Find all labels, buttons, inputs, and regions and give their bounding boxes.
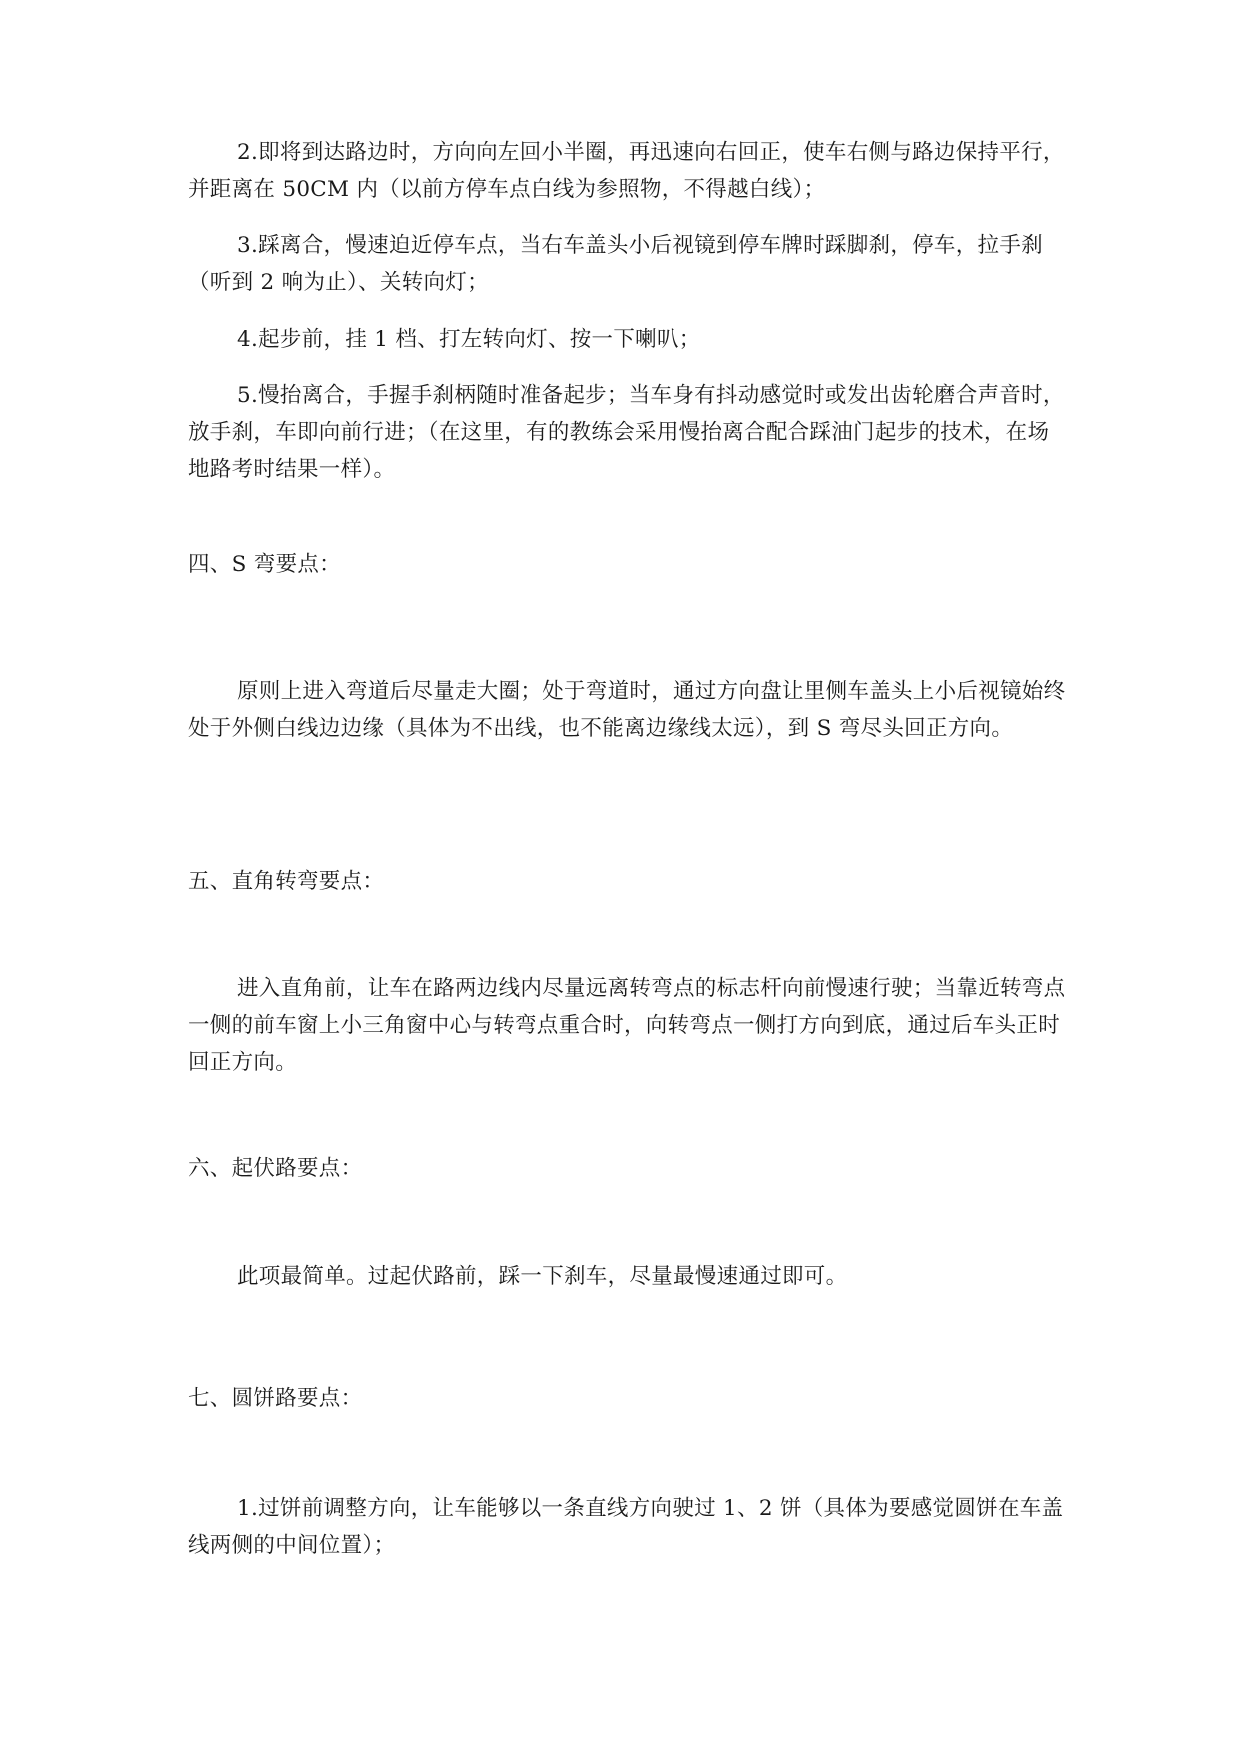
paragraph-round-cake-road-step-1: 1.过饼前调整方向，让车能够以一条直线方向驶过 1、2 饼（具体为要感觉圆饼在车盖线两侧的中间位置）； [188,1496,1064,1558]
paragraph-step-4-before-start: 4.起步前，挂 1 档、打左转向灯、按一下喇叭； [237,327,701,352]
paragraph-bumpy-road-tips: 此项最简单。过起伏路前，踩一下刹车，尽量最慢速通过即可。 [237,1264,848,1289]
section-heading-bumpy-road: 六、起伏路要点： [188,1156,363,1181]
paragraph-step-5-start-off: 5.慢抬离合，手握手刹柄随时准备起步；当车身有抖动感觉时或发出齿轮磨合声音时，放手刹，车即向前行进；（在这里，有的教练会采用慢抬离合配合踩油门起步的技术，在场地路考时结果一样）。 [188,383,1065,482]
paragraph-step-2-approach-curb: 2.即将到达路边时，方向向左回小半圈，再迅速向右回正，使车右侧与路边保持平行，并距离在 50CM 内（以前方停车点白线为参照物，不得越白线）； [188,140,1065,202]
section-heading-round-cake-road: 七、圆饼路要点： [188,1386,363,1411]
section-heading-s-curve: 四、S 弯要点： [188,552,341,577]
section-heading-right-angle-turn: 五、直角转弯要点： [188,869,385,894]
paragraph-step-3-stop-car: 3.踩离合，慢速迫近停车点，当右车盖头小后视镜到停车牌时踩脚刹，停车，拉手刹（听到 2 响为止）、关转向灯； [188,233,1043,295]
paragraph-s-curve-tips: 原则上进入弯道后尽量走大圈；处于弯道时，通过方向盘让里侧车盖头上小后视镜始终处于外侧白线边边缘（具体为不出线，也不能离边缘线太远），到 S 弯尽头回正方向。 [188,679,1066,741]
paragraph-right-angle-turn-tips: 进入直角前，让车在路两边线内尽量远离转弯点的标志杆向前慢速行驶；当靠近转弯点一侧的前车窗上小三角窗中心与转弯点重合时，向转弯点一侧打方向到底，通过后车头正时回正方向。 [188,976,1066,1075]
